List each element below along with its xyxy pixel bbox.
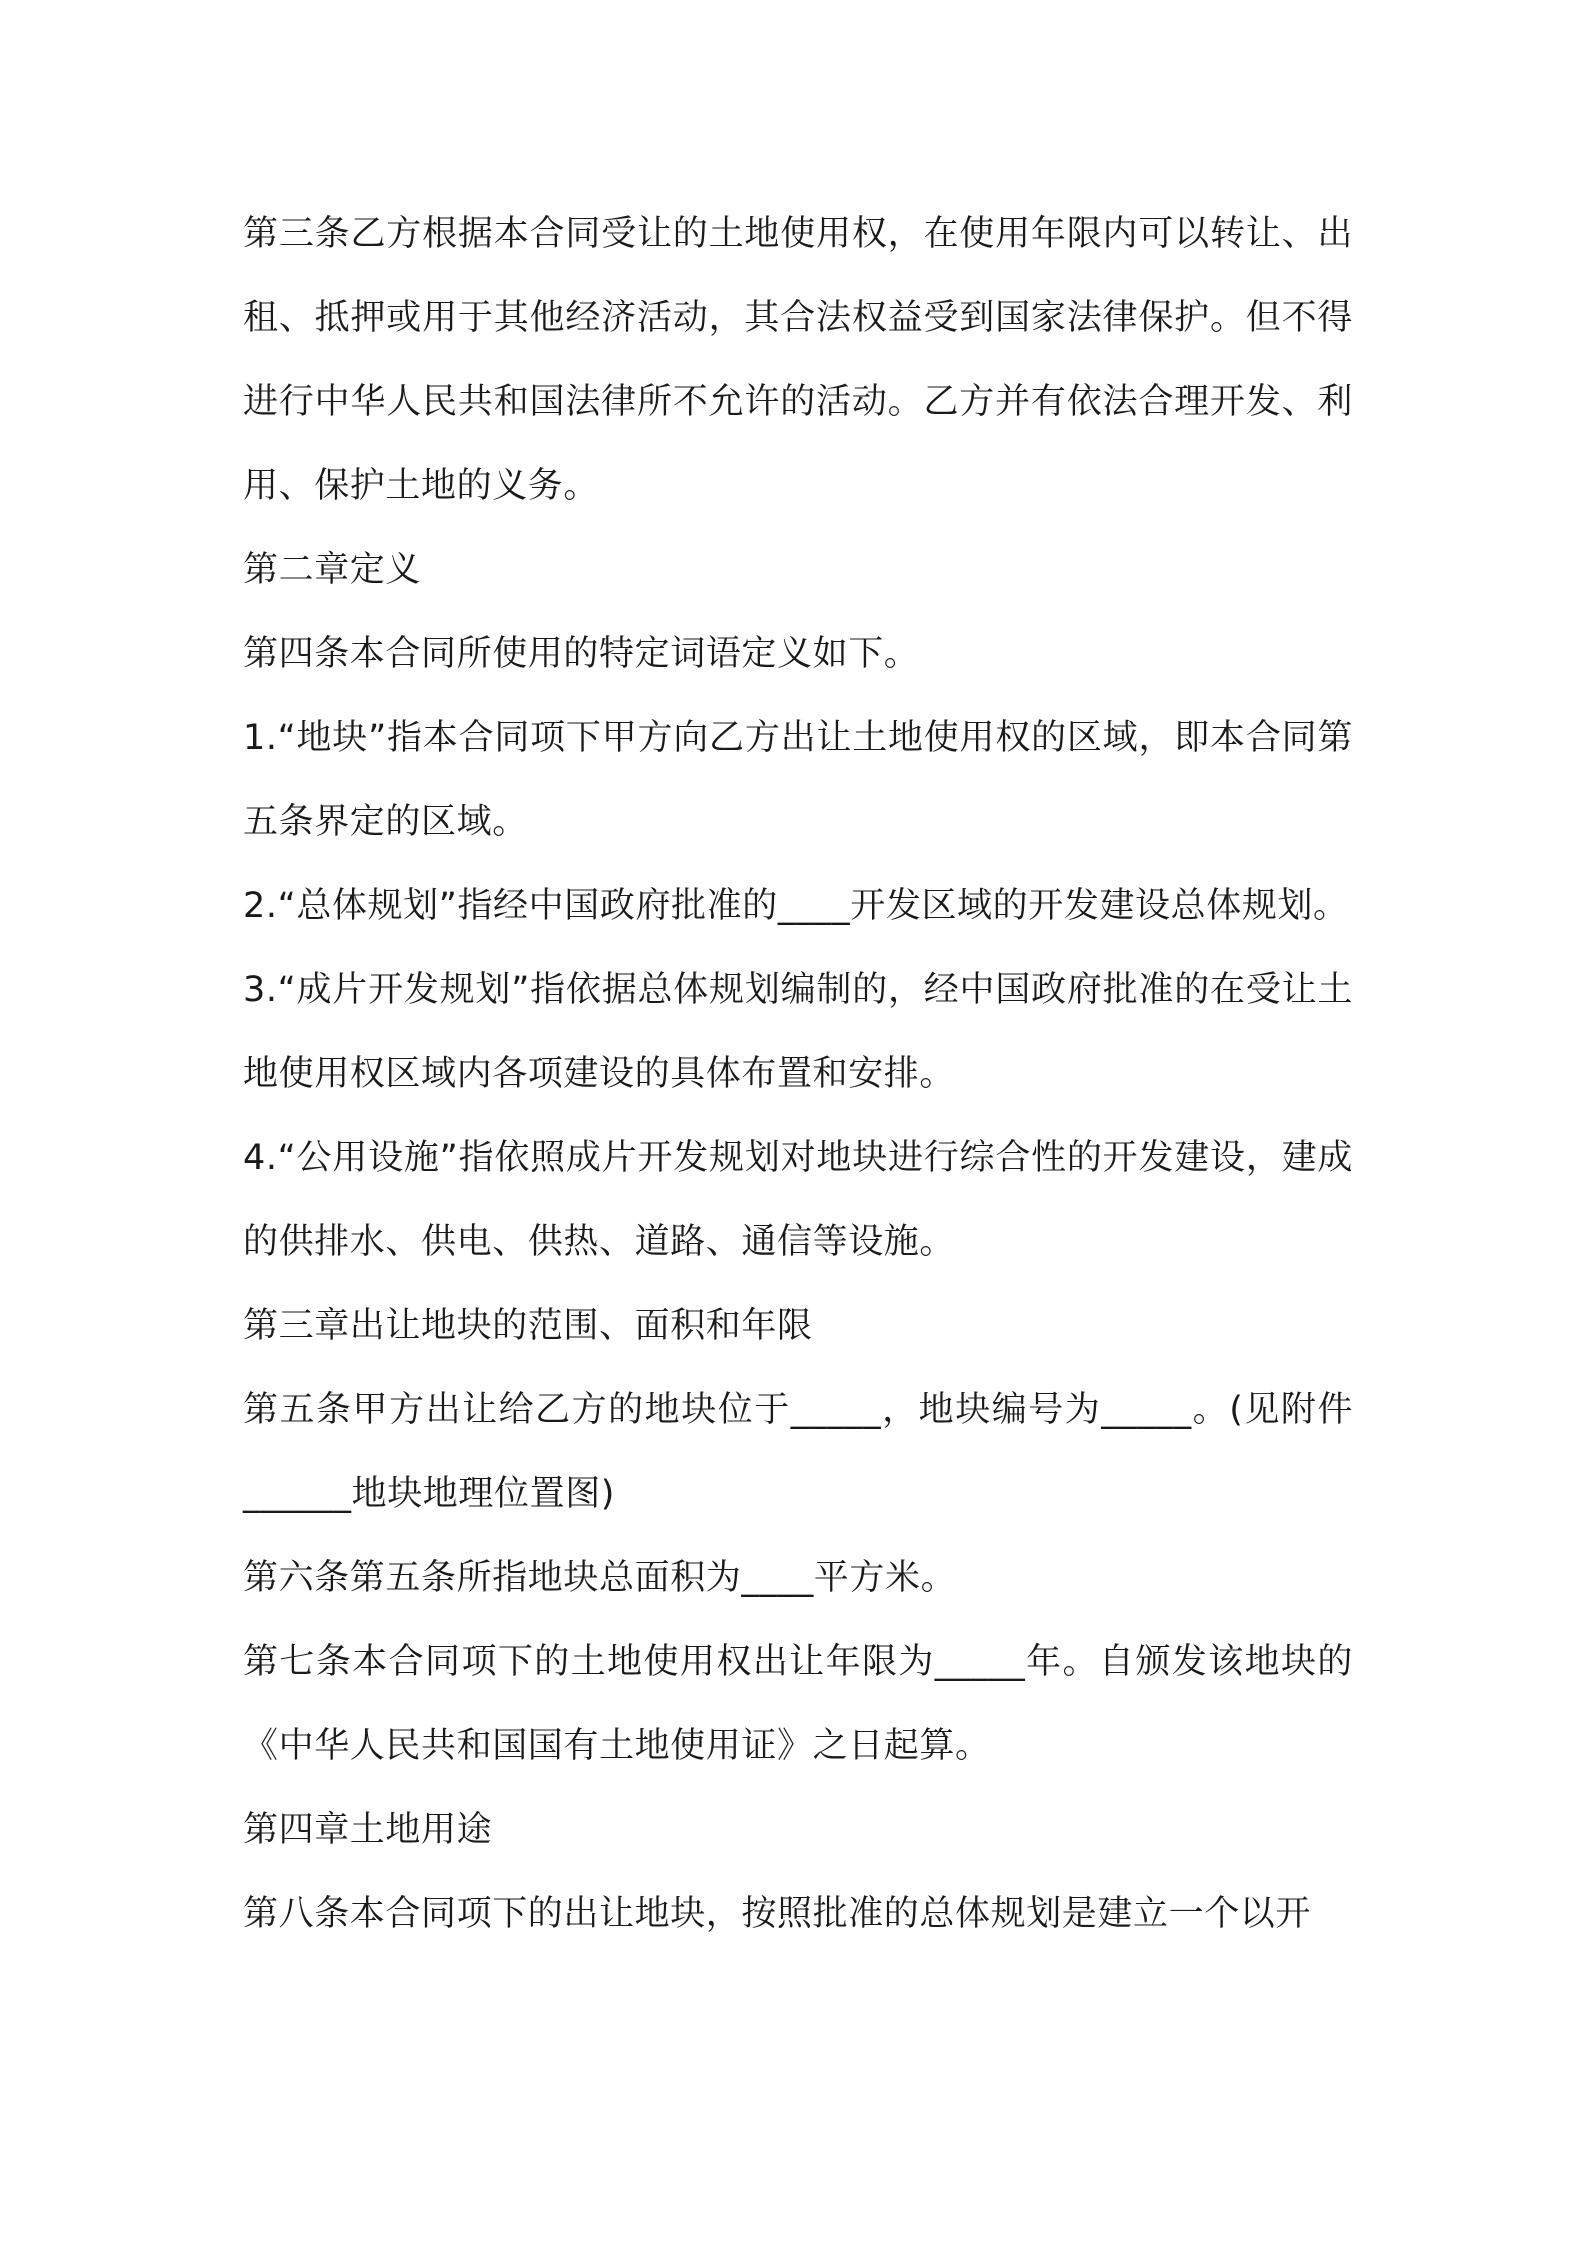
document-body xyxy=(243,192,1353,1956)
article-4-paragraph: 第四条本合同所使用的特定词语定义如下。 xyxy=(243,634,920,674)
article-5-paragraph: 第五条甲方出让给乙方的地块位于_____，地块编号为_____。(见附件______地块地理位置图) xyxy=(243,1390,1353,1514)
definition-1-paragraph: 1.“地块”指本合同项下甲方向乙方出让土地使用权的区域，即本合同第五条界定的区域。 xyxy=(243,718,1353,842)
article-6-paragraph: 第六条第五条所指地块总面积为____平方米。 xyxy=(243,1558,957,1598)
definition-4-paragraph: 4.“公用设施”指依照成片开发规划对地块进行综合性的开发建设，建成的供排水、供电、供热、道路、通信等设施。 xyxy=(243,1138,1353,1262)
article-3-paragraph: 第三条乙方根据本合同受让的土地使用权，在使用年限内可以转让、出租、抵押或用于其他经济活动，其合法权益受到国家法律保护。但不得进行中华人民共和国法律所不允许的活动。乙方并有依法合理开发、利用、保护土地的义务。 xyxy=(243,214,1353,506)
chapter-4-heading: 第四章土地用途 xyxy=(243,1810,493,1850)
article-7-paragraph: 第七条本合同项下的土地使用权出让年限为_____年。自颁发该地块的《中华人民共和国国有土地使用证》之日起算。 xyxy=(243,1642,1353,1766)
chapter-2-heading: 第二章定义 xyxy=(243,550,422,590)
definition-2-paragraph: 2.“总体规划”指经中国政府批准的____开发区域的开发建设总体规划。 xyxy=(243,886,1349,926)
definition-3-paragraph: 3.“成片开发规划”指依据总体规划编制的，经中国政府批准的在受让土地使用权区域内各项建设的具体布置和安排。 xyxy=(243,970,1353,1094)
article-8-paragraph: 第八条本合同项下的出让地块，按照批准的总体规划是建立一个以开 xyxy=(243,1894,1312,1934)
chapter-3-heading: 第三章出让地块的范围、面积和年限 xyxy=(243,1306,813,1346)
